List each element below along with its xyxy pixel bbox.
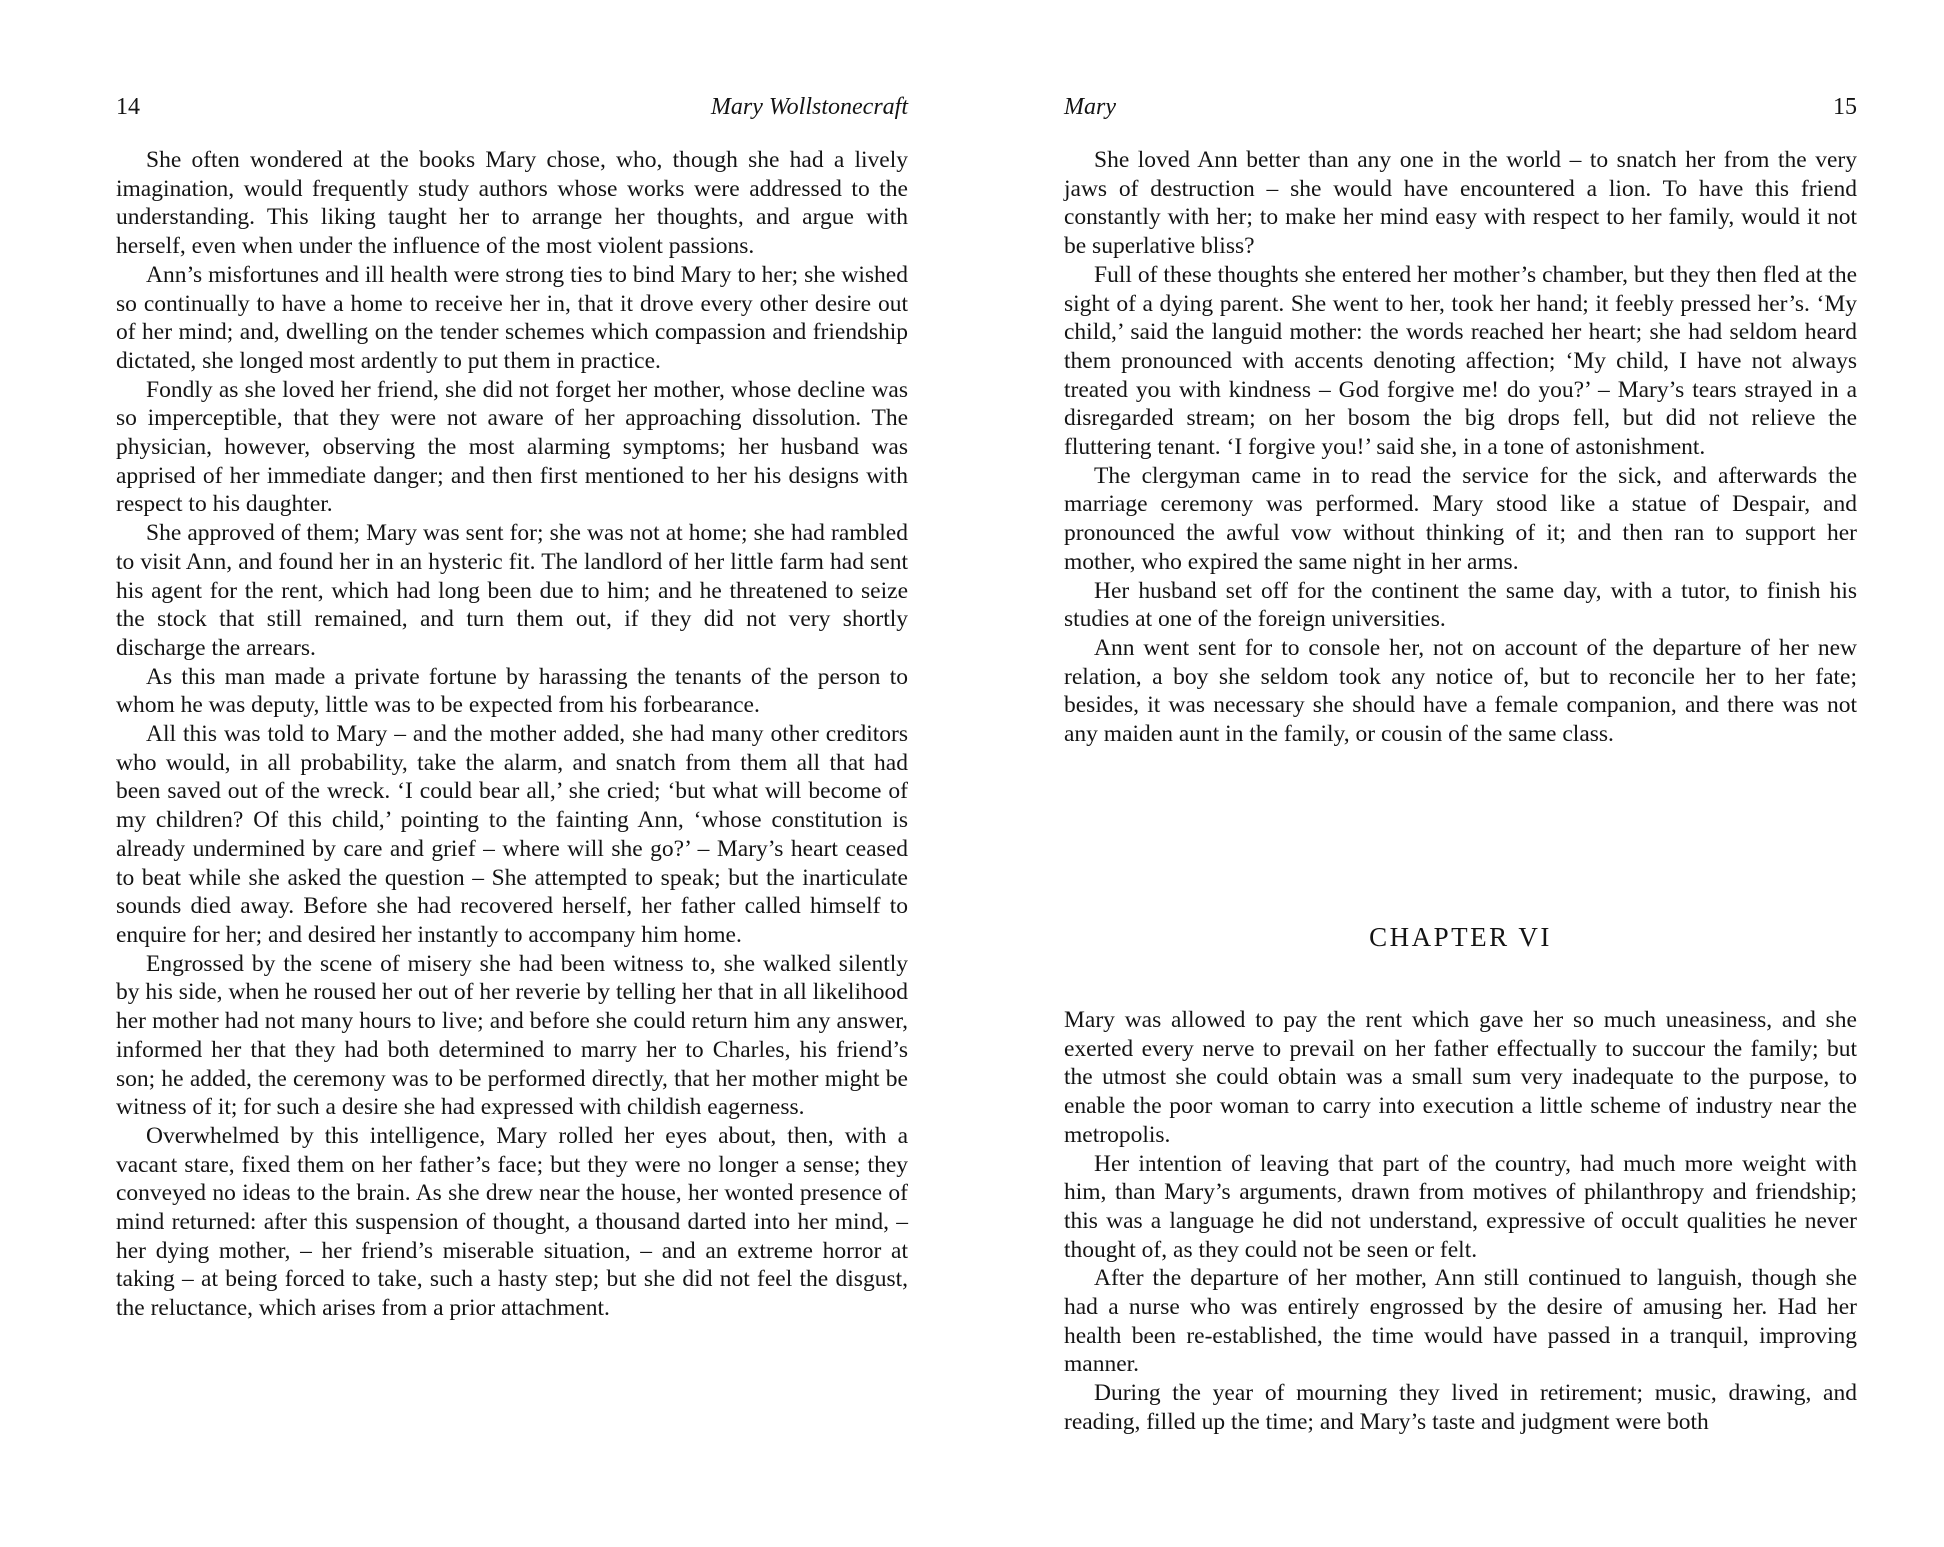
paragraph: She often wondered at the books Mary chose, who, though she had a lively imagination, would frequently study authors whose works were addressed to the understanding. This liking taught her to arrange her thoughts, and argue with herself, even when under the influence of the most violent passions.: [116, 147, 908, 260]
paragraph: After the departure of her mother, Ann still continued to languish, though she had a nurse who was entirely engrossed by the desire of amusing her. Had her health been re-established, the time would have passed in a tranquil, improving manner.: [1064, 1265, 1857, 1378]
chapter-body-text: [1064, 1006, 1857, 1437]
paragraph: Mary was allowed to pay the rent which gave her so much uneasiness, and she exerted every nerve to prevail on her father effectually to succour the family; but the utmost she could obtain was a small sum very inadequate to the purpose, to enable the poor woman to carry into execution a little scheme of industry near the metropolis.: [1064, 1007, 1857, 1148]
paragraph: As this man made a private fortune by harassing the tenants of the person to whom he was deputy, little was to be expected from his forbearance.: [116, 663, 908, 719]
left-page-number: 14: [116, 94, 140, 120]
paragraph: The clergyman came in to read the service for the sick, and afterwards the marriage ceremony was performed. Mary stood like a statue of Despair, and pronounced the awful vow without thinking of it; and then ran to support her mother, who expired the same night in her arms.: [1064, 462, 1857, 575]
paragraph: Fondly as she loved her friend, she did not forget her mother, whose decline was so imperceptible, that they were not aware of her approaching dissolution. The physician, however, observing the most alarming symptoms; her husband was apprised of her immediate danger; and then first mentioned to her his designs with respect to his daughter.: [116, 376, 908, 518]
chapter-heading: CHAPTER VI: [1369, 922, 1552, 952]
right-body-text: [1064, 146, 1857, 749]
paragraph: Her intention of leaving that part of the country, had much more weight with him, than Mary’s arguments, drawn from motives of philanthropy and friendship; this was a language he did not understand, expressive of occult qualities he never thought of, as they could not be seen or felt.: [1064, 1150, 1857, 1263]
left-running-title: Mary Wollstonecraft: [710, 94, 908, 120]
right-page-number: 15: [1833, 94, 1857, 120]
paragraph: Engrossed by the scene of misery she had been witness to, she walked silently by his side, when he roused her out of her reverie by telling her that in all likelihood her mother had not many hours to live; and before she could return him any answer, informed her that they had both determined to marry her to Charles, his friend’s son; he added, the ceremony was to be performed directly, that her mother might be witness of it; for such a desire she had expressed with childish eagerness.: [116, 950, 908, 1121]
right-running-title: Mary: [1064, 94, 1116, 120]
right-page: [972, 0, 1944, 1547]
paragraph: Overwhelmed by this intelligence, Mary rolled her eyes about, then, with a vacant stare, fixed them on her father’s face; but they were no longer a sense; they conveyed no ideas to the brain. As she drew near the house, her wonted presence of mind returned: after this suspension of thought, a thousand darted into her mind, – her dying mother, – her friend’s miserable situation, – and an extreme horror at taking – at being forced to take, such a hasty step; but she did not feel the disgust, the reluctance, which arises from a prior attachment.: [116, 1122, 908, 1322]
paragraph: She approved of them; Mary was sent for; she was not at home; she had rambled to visit Ann, and found her in an hysteric fit. The landlord of her little farm had sent his agent for the rent, which had long been due to him; and he threatened to seize the stock that still remained, and turn them out, if they did not very shortly discharge the arrears.: [116, 520, 908, 661]
paragraph: During the year of mourning they lived in retirement; music, drawing, and reading, filled up the time; and Mary’s taste and judgment were both: [1064, 1380, 1857, 1435]
left-body-text: [116, 146, 908, 1323]
paragraph: All this was told to Mary – and the mother added, she had many other creditors who would, in all probability, take the alarm, and snatch from them all that had been saved out of the wreck. ‘I could bear all,’ she cried; ‘but what will become of my children? Of this child,’ pointing to the fainting Ann, ‘whose constitution is already undermined by care and grief – where will she go?’ – Mary’s heart ceased to beat while she asked the question – She attempted to speak; but the inarticulate sounds died away. Before she had recovered herself, her father called himself to enquire for her; and desired her instantly to accompany him home.: [116, 721, 908, 948]
paragraph: Full of these thoughts she entered her mother’s chamber, but they then fled at the sight of a dying parent. She went to her, took her hand; it feebly pressed her’s. ‘My child,’ said the languid mother: the words reached her heart; she had seldom heard them pronounced with accents denoting affection; ‘My child, I have not always treated you with kindness – God forgive me! do you?’ – Mary’s tears strayed in a disregarded stream; on her bosom the big drops fell, but did not relieve the fluttering tenant. ‘I forgive you!’ said she, in a tone of astonishment.: [1064, 261, 1857, 461]
paragraph: Ann went sent for to console her, not on account of the departure of her new relation, a boy she seldom took any notice of, but to reconcile her to her fate; besides, it was necessary she should have a female companion, and there was not any maiden aunt in the family, or cousin of the same class.: [1064, 634, 1857, 748]
paragraph: Her husband set off for the continent the same day, with a tutor, to finish his studies at one of the foreign universities.: [1064, 577, 1857, 633]
paragraph: Ann’s misfortunes and ill health were strong ties to bind Mary to her; she wished so continually to have a home to receive her in, that it drove every other desire out of her mind; and, dwelling on the tender schemes which compassion and friendship dictated, she longed most ardently to put them in practice.: [116, 261, 908, 374]
paragraph: She loved Ann better than any one in the world – to snatch her from the very jaws of destruction – she would have encountered a lion. To have this friend constantly with her; to make her mind easy with respect to her family, would it not be superlative bliss?: [1064, 147, 1857, 260]
